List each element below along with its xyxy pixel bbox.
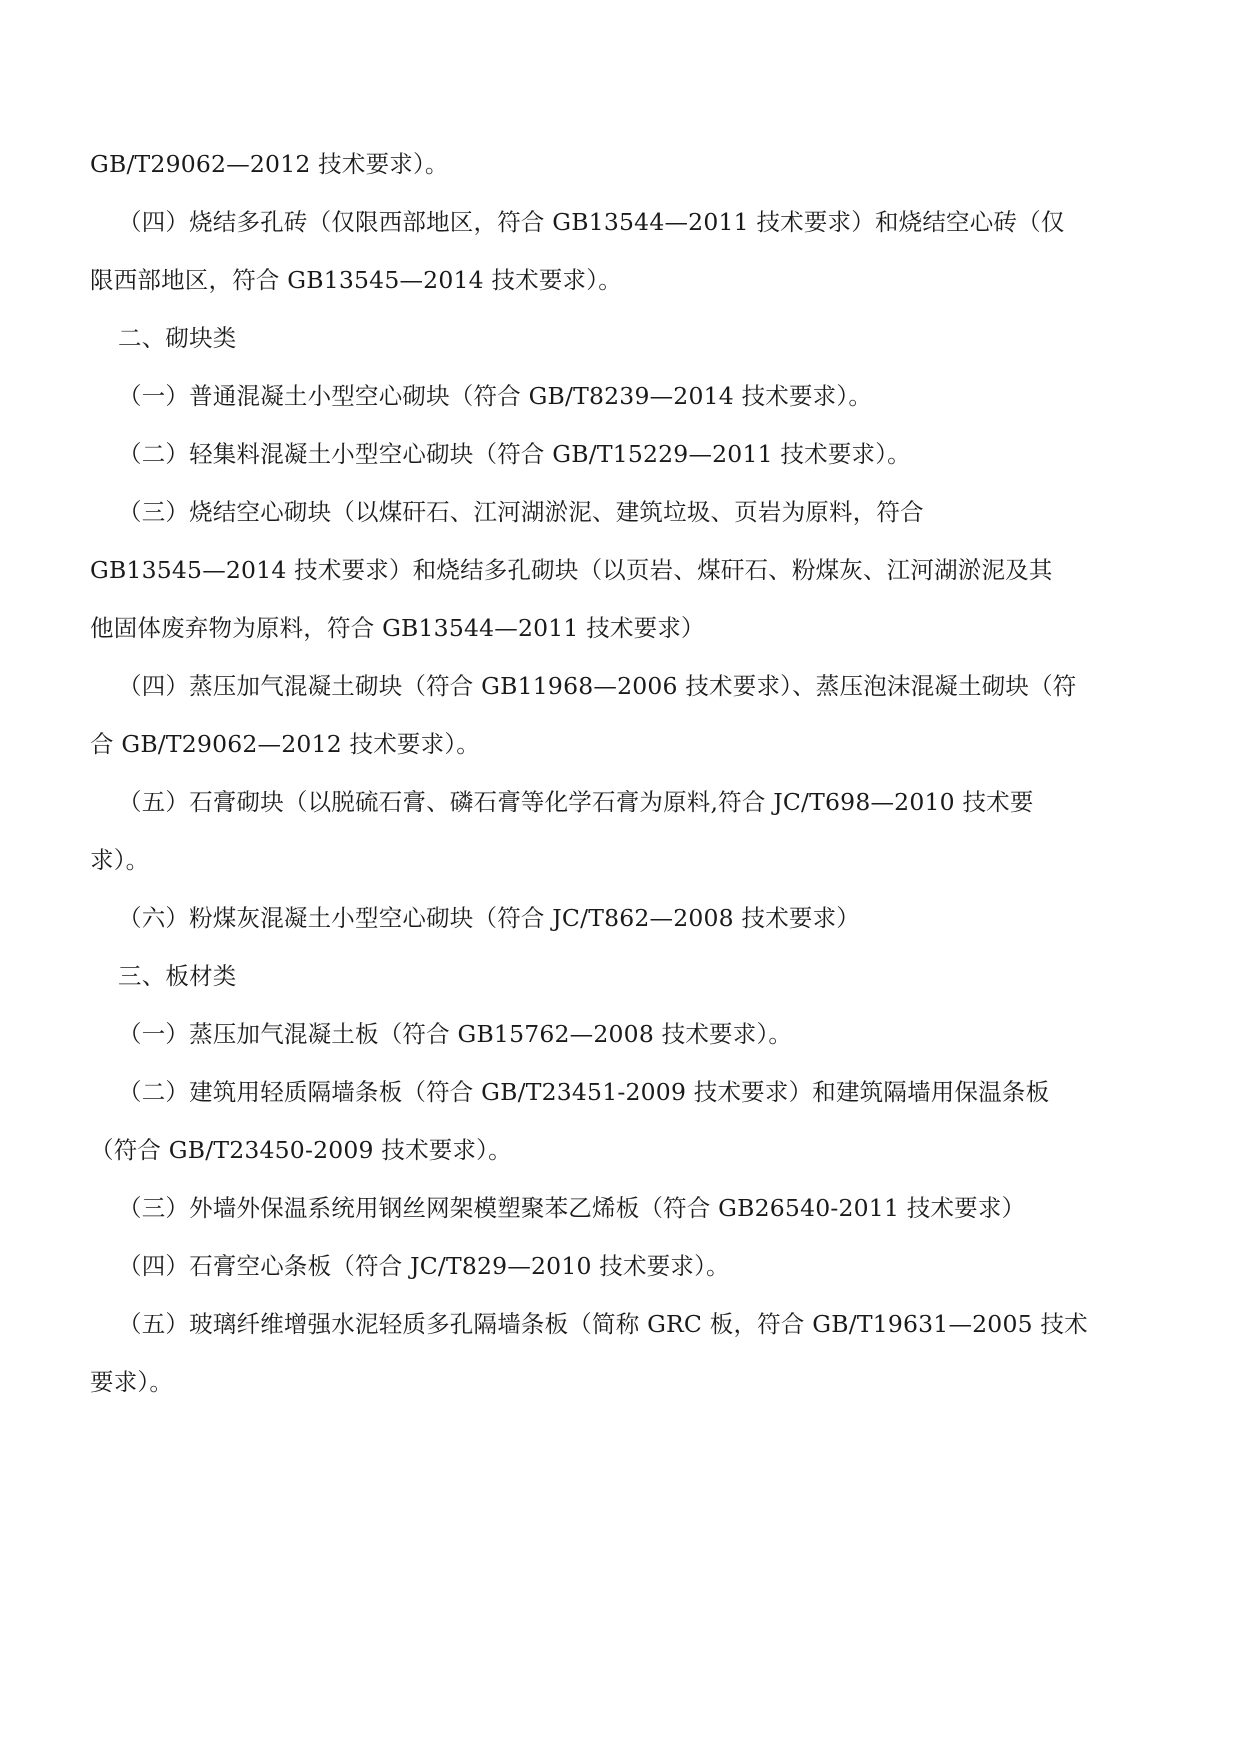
text-line: （六）粉煤灰混凝土小型空心砌块（符合 JC/T862—2008 技术要求） — [118, 904, 860, 932]
text-line: （三）外墙外保温系统用钢丝网架模塑聚苯乙烯板（符合 GB26540-2011 技术要求） — [118, 1194, 1026, 1222]
text-line: （五）玻璃纤维增强水泥轻质多孔隔墙条板（简称 GRC 板，符合 GB/T19631—2005 技术 — [118, 1310, 1088, 1338]
section-heading: 三、板材类 — [118, 962, 237, 990]
text-line: 他固体废弃物为原料，符合 GB13544—2011 技术要求） — [90, 614, 705, 642]
text-line: （一）普通混凝土小型空心砌块（符合 GB/T8239—2014 技术要求）。 — [118, 382, 873, 410]
section-heading: 二、砌块类 — [118, 324, 237, 352]
text-line: （四）烧结多孔砖（仅限西部地区，符合 GB13544—2011 技术要求）和烧结空心砖（仅 — [118, 208, 1065, 236]
text-line: GB/T29062—2012 技术要求）。 — [90, 150, 449, 178]
text-line: （四）蒸压加气混凝土砌块（符合 GB11968—2006 技术要求）、蒸压泡沫混凝土砌块（符 — [118, 672, 1077, 700]
text-line: （二）建筑用轻质隔墙条板（符合 GB/T23451-2009 技术要求）和建筑隔墙用保温条板 — [118, 1078, 1050, 1106]
text-line: （五）石膏砌块（以脱硫石膏、磷石膏等化学石膏为原料,符合 JC/T698—2010 技术要 — [118, 788, 1034, 816]
text-line: 合 GB/T29062—2012 技术要求）。 — [90, 730, 480, 758]
text-line: GB13545—2014 技术要求）和烧结多孔砌块（以页岩、煤矸石、粉煤灰、江河湖淤泥及其 — [90, 556, 1053, 584]
text-line: （一）蒸压加气混凝土板（符合 GB15762—2008 技术要求）。 — [118, 1020, 793, 1048]
text-line: （四）石膏空心条板（符合 JC/T829—2010 技术要求）。 — [118, 1252, 730, 1280]
text-line: 限西部地区，符合 GB13545—2014 技术要求）。 — [90, 266, 622, 294]
text-line: （三）烧结空心砌块（以煤矸石、江河湖淤泥、建筑垃圾、页岩为原料，符合 — [118, 498, 924, 526]
text-line: 求）。 — [90, 846, 150, 874]
text-line: （二）轻集料混凝土小型空心砌块（符合 GB/T15229—2011 技术要求）。 — [118, 440, 911, 468]
text-line: （符合 GB/T23450-2009 技术要求）。 — [90, 1136, 512, 1164]
text-line: 要求）。 — [90, 1368, 174, 1396]
